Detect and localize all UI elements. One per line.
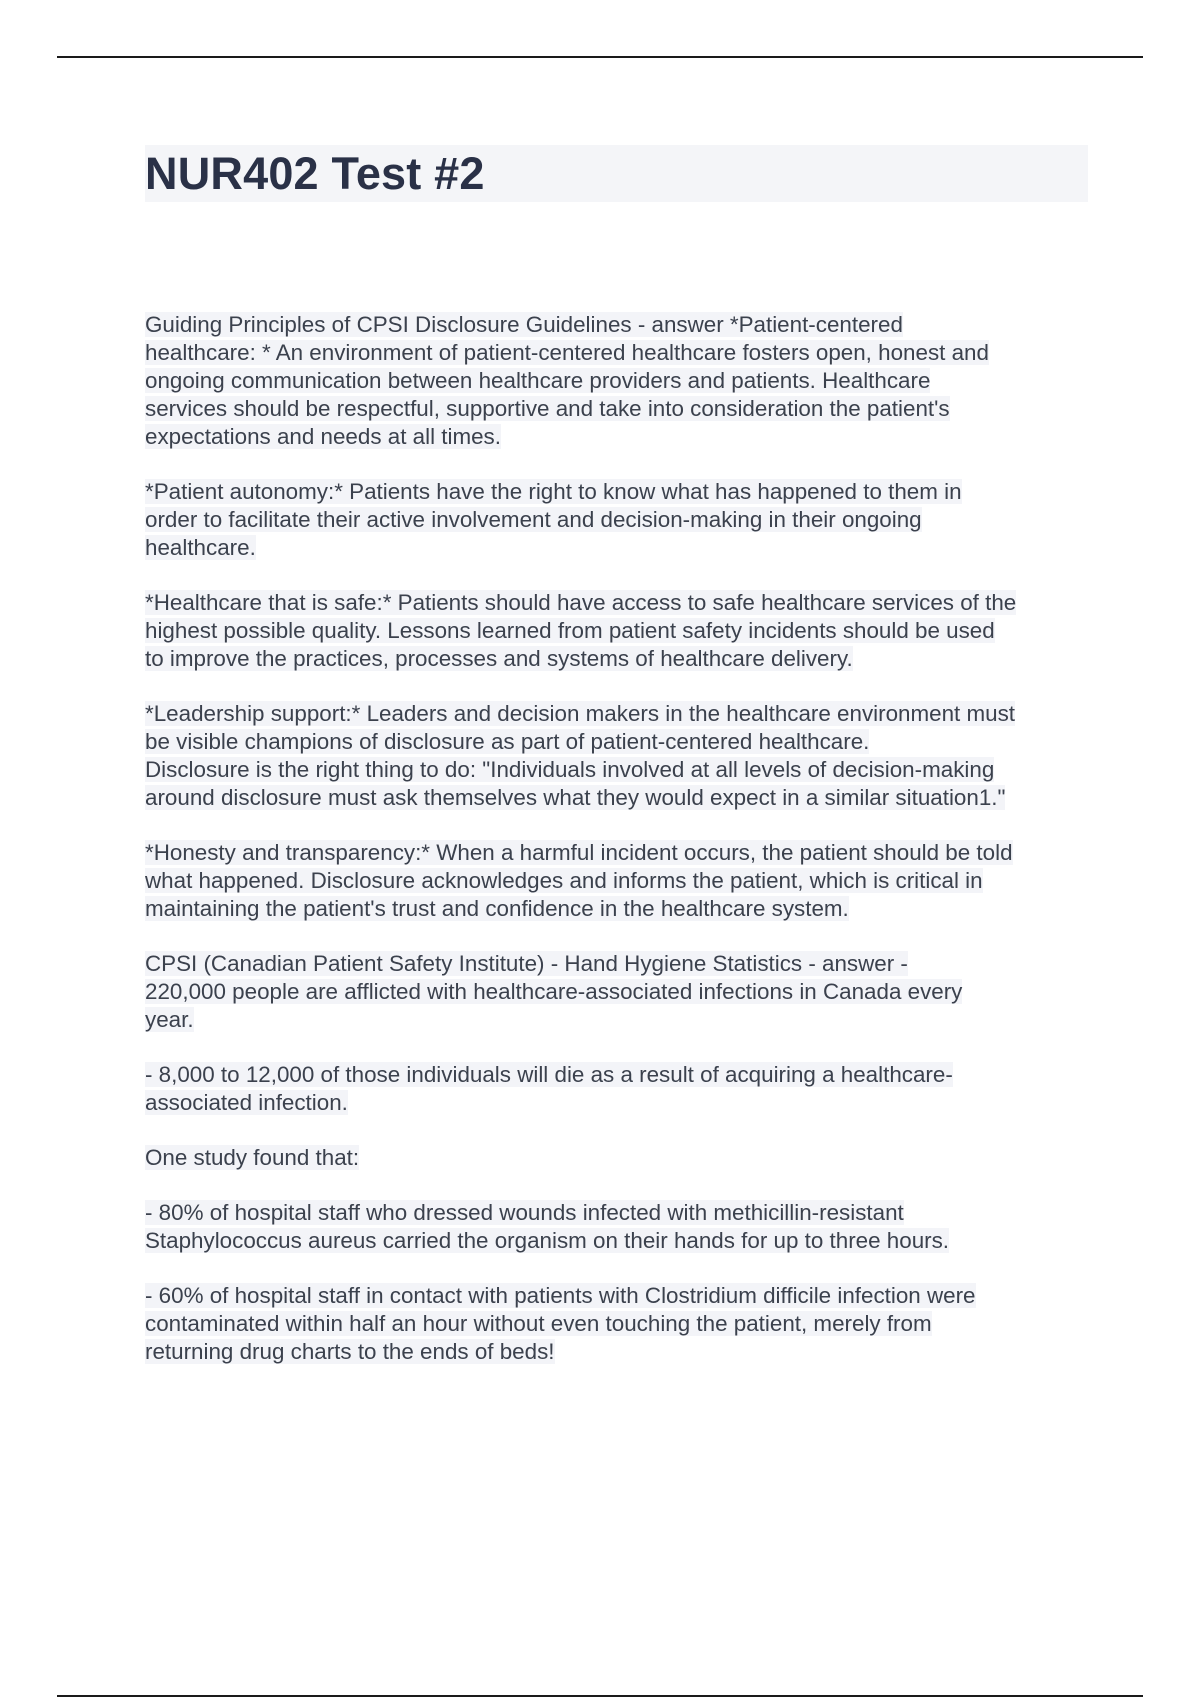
paragraph-patient-autonomy: *Patient autonomy:* Patients have the right to know what has happened to them in order to facilitate their active involvement and decision-making in their ongoing healthcare. (145, 479, 962, 560)
paragraph-hand-hygiene-stats: CPSI (Canadian Patient Safety Institute) - Hand Hygiene Statistics - answer - 220,000 people are afflicted with healthcare-associated infections in Canada every year. (145, 951, 963, 1032)
paragraph-leadership-support: *Leadership support:* Leaders and decision makers in the healthcare environment must be visible champions of disclosure as part of patient-centered healthcare. (145, 701, 1016, 754)
paragraph-mrsa-finding: - 80% of hospital staff who dressed wounds infected with methicillin-resistant Staphylococcus aureus carried the organism on their hands for up to three hours. (145, 1200, 950, 1253)
paragraph-honesty-transparency: *Honesty and transparency:* When a harmful incident occurs, the patient should be told what happened. Disclosure acknowledges and informs the patient, which is critical in maintaining the patient's trust and confidence in the healthcare system. (145, 840, 1013, 921)
paragraph-safe-healthcare: *Healthcare that is safe:* Patients should have access to safe healthcare services of the highest possible quality. Lessons learned from patient safety incidents should be used to improve the practices, processes and systems of healthcare delivery. (145, 590, 1017, 671)
document-body (145, 311, 1095, 1393)
paragraph-guiding-principles: Guiding Principles of CPSI Disclosure Guidelines - answer *Patient-centered healthcare: * An environment of patient-centered healthcare fosters open, honest and ongoing communication between healthcare providers and patients. Healthcare services should be respectful, supportive and take into consideration the patient's expectations and needs at all times. (145, 312, 989, 449)
page-title: NUR402 Test #2 (145, 148, 485, 199)
paragraph-right-thing: Disclosure is the right thing to do: "Individuals involved at all levels of decision-making around disclosure must ask themselves what they would expect in a similar situation1." (145, 757, 1006, 810)
bottom-rule (57, 1695, 1143, 1697)
paragraph-cdiff-finding: - 60% of hospital staff in contact with patients with Clostridium difficile infection were contaminated within half an hour without even touching the patient, merely from returning drug charts to the ends of beds! (145, 1283, 976, 1364)
top-rule (57, 56, 1143, 58)
paragraph-study-intro: One study found that: (145, 1145, 360, 1170)
paragraph-mortality: - 8,000 to 12,000 of those individuals will die as a result of acquiring a healthcare- associated infection. (145, 1062, 953, 1115)
